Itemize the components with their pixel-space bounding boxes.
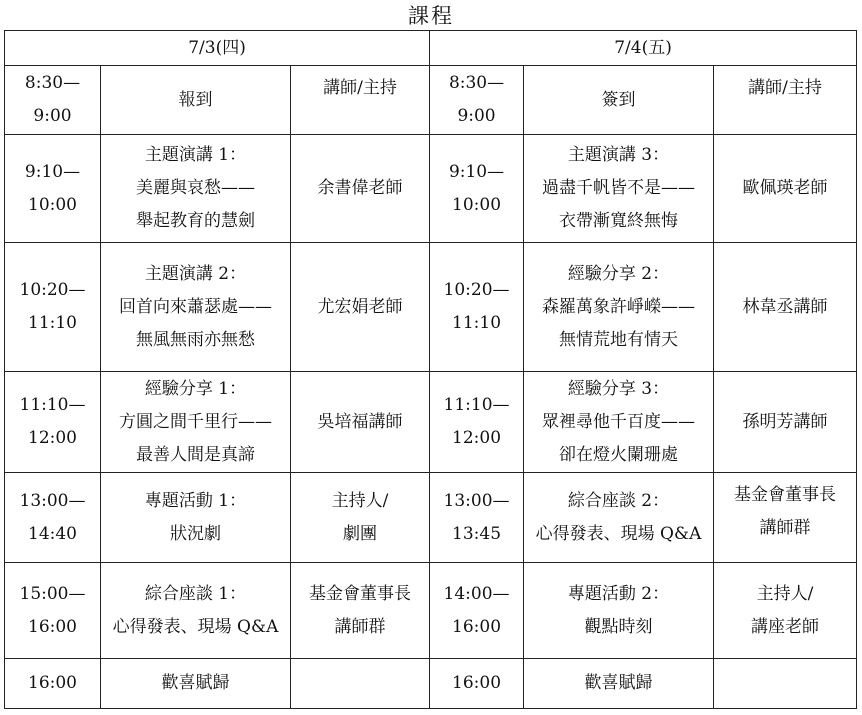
session-cell bbox=[101, 563, 291, 659]
time-cell bbox=[5, 135, 101, 243]
time-cell bbox=[430, 473, 524, 563]
schedule-table bbox=[4, 30, 857, 709]
schedule-row bbox=[5, 473, 857, 563]
speaker-cell bbox=[714, 135, 857, 243]
session-cell bbox=[524, 563, 714, 659]
time-cell-line: 11:10— bbox=[443, 395, 510, 415]
session-cell-line: 經驗分享 1： bbox=[144, 378, 247, 399]
speaker-cell bbox=[714, 473, 857, 563]
schedule-row bbox=[5, 372, 857, 473]
time-cell-line: 14:40 bbox=[28, 523, 77, 544]
time-cell-line: 16:00 bbox=[452, 616, 502, 637]
time-cell bbox=[5, 372, 101, 473]
session-cell-line: 主題演講 3： bbox=[567, 145, 670, 165]
session-cell bbox=[524, 66, 714, 135]
time-cell-line: 16:00 bbox=[452, 673, 502, 693]
time-cell-line: 13:45 bbox=[452, 523, 502, 544]
schedule-row bbox=[5, 659, 857, 709]
session-cell bbox=[101, 473, 291, 563]
speaker-cell-line: 尤宏娟老師 bbox=[317, 296, 403, 317]
session-cell-line: 狀況劇 bbox=[170, 523, 221, 544]
session-cell bbox=[524, 372, 714, 473]
time-cell bbox=[430, 659, 524, 709]
time-cell-line: 9:00 bbox=[457, 106, 496, 126]
speaker-cell bbox=[714, 372, 857, 473]
session-cell-line: 森羅萬象許崢嶸—— bbox=[542, 296, 696, 317]
time-cell-line: 16:00 bbox=[28, 616, 77, 637]
session-cell-line: 心得發表、現場 Q&A bbox=[112, 616, 279, 637]
speaker-cell bbox=[291, 659, 430, 709]
speaker-cell-line: 孫明芳講師 bbox=[742, 411, 828, 432]
speaker-cell-line: 劇團 bbox=[343, 523, 378, 544]
time-cell-line: 16:00 bbox=[28, 673, 77, 693]
session-cell-line: 回首向來蕭瑟處—— bbox=[119, 296, 272, 317]
time-cell bbox=[5, 563, 101, 659]
session-cell-line: 歡喜賦歸 bbox=[161, 673, 230, 693]
session-cell-line: 綜合座談 2： bbox=[567, 490, 670, 511]
speaker-cell-line: 講師/主持 bbox=[748, 78, 822, 98]
speaker-cell bbox=[291, 66, 430, 135]
time-cell bbox=[5, 473, 101, 563]
speaker-cell bbox=[291, 135, 430, 243]
session-cell-line: 方圓之間千里行—— bbox=[119, 411, 272, 432]
session-cell-line: 報到 bbox=[178, 89, 213, 110]
speaker-cell-line: 基金會董事長 bbox=[734, 485, 837, 505]
speaker-cell-line: 講師群 bbox=[334, 616, 386, 637]
speaker-cell bbox=[291, 473, 430, 563]
schedule-row bbox=[5, 135, 857, 243]
time-cell-line: 10:20— bbox=[19, 280, 86, 300]
session-cell-line: 最善人間是真諦 bbox=[136, 444, 255, 465]
speaker-cell-line: 講師群 bbox=[759, 518, 811, 538]
session-cell-line: 舉起教育的慧劍 bbox=[136, 211, 255, 231]
speaker-cell-line: 基金會董事長 bbox=[309, 583, 412, 604]
time-cell-line: 8:30— bbox=[24, 73, 81, 93]
session-cell-line: 綜合座談 1： bbox=[144, 583, 247, 604]
speaker-cell-line: 余書偉老師 bbox=[317, 178, 403, 198]
session-cell-line: 經驗分享 3： bbox=[567, 378, 670, 399]
day-1-date: 7/3(四) bbox=[5, 31, 430, 66]
session-cell-line: 主題演講 1： bbox=[144, 145, 247, 165]
speaker-cell-line: 主持人/ bbox=[756, 583, 814, 604]
time-cell-line: 15:00— bbox=[19, 583, 86, 604]
schedule-row bbox=[5, 66, 857, 135]
session-cell bbox=[101, 66, 291, 135]
time-cell-line: 11:10— bbox=[19, 395, 86, 415]
schedule-row bbox=[5, 563, 857, 659]
session-cell-line: 卻在燈火闌珊處 bbox=[559, 444, 679, 465]
time-cell-line: 9:10— bbox=[448, 161, 505, 182]
speaker-cell bbox=[714, 659, 857, 709]
session-cell-line: 主題演講 2： bbox=[144, 263, 247, 284]
session-cell bbox=[101, 372, 291, 473]
speaker-cell-line: 講座老師 bbox=[751, 616, 820, 637]
time-cell-line: 9:00 bbox=[33, 106, 72, 126]
session-cell-line: 衣帶漸寬終無悔 bbox=[559, 211, 679, 231]
speaker-cell-line: 林韋丞講師 bbox=[742, 296, 828, 317]
time-cell-line: 13:00— bbox=[19, 490, 86, 511]
date-header-row bbox=[5, 31, 857, 66]
session-cell-line: 眾裡尋他千百度—— bbox=[542, 411, 696, 432]
session-cell-line: 專題活動 1： bbox=[144, 490, 247, 511]
time-cell-line: 13:00— bbox=[443, 490, 510, 511]
time-cell bbox=[5, 66, 101, 135]
session-cell-line: 專題活動 2： bbox=[567, 583, 670, 604]
time-cell-line: 9:10— bbox=[24, 161, 81, 182]
session-cell bbox=[101, 659, 291, 709]
time-cell bbox=[5, 243, 101, 372]
session-cell-line: 觀點時刻 bbox=[584, 616, 653, 637]
session-cell-line: 歡喜賦歸 bbox=[584, 673, 653, 693]
speaker-cell-line: 講師/主持 bbox=[323, 78, 397, 98]
session-cell bbox=[101, 243, 291, 372]
session-cell-line: 心得發表、現場 Q&A bbox=[535, 523, 702, 544]
time-cell bbox=[430, 372, 524, 473]
session-cell bbox=[524, 473, 714, 563]
time-cell bbox=[430, 243, 524, 372]
speaker-cell bbox=[714, 243, 857, 372]
time-cell-line: 8:30— bbox=[448, 73, 505, 93]
speaker-cell-line: 吳培福講師 bbox=[317, 411, 403, 432]
time-cell bbox=[430, 563, 524, 659]
session-cell-line: 簽到 bbox=[601, 89, 636, 110]
time-cell-line: 10:00 bbox=[452, 194, 502, 215]
schedule-row bbox=[5, 243, 857, 372]
time-cell-line: 14:00— bbox=[443, 583, 510, 604]
session-cell bbox=[101, 135, 291, 243]
session-cell-line: 過盡千帆皆不是—— bbox=[542, 178, 696, 198]
speaker-cell bbox=[291, 563, 430, 659]
time-cell-line: 12:00 bbox=[28, 428, 77, 448]
time-cell bbox=[430, 135, 524, 243]
session-cell-line: 無風無雨亦無愁 bbox=[136, 329, 255, 350]
session-cell bbox=[524, 659, 714, 709]
time-cell-line: 11:10 bbox=[452, 313, 502, 333]
speaker-cell bbox=[291, 372, 430, 473]
time-cell bbox=[5, 659, 101, 709]
time-cell-line: 12:00 bbox=[452, 428, 502, 448]
time-cell-line: 11:10 bbox=[28, 313, 77, 333]
time-cell bbox=[430, 66, 524, 135]
session-cell bbox=[524, 135, 714, 243]
page-title: 課程 bbox=[408, 4, 454, 28]
speaker-cell bbox=[714, 66, 857, 135]
speaker-cell bbox=[714, 563, 857, 659]
session-cell-line: 經驗分享 2： bbox=[567, 263, 670, 284]
speaker-cell bbox=[291, 243, 430, 372]
session-cell bbox=[524, 243, 714, 372]
session-cell-line: 美麗與哀愁—— bbox=[136, 178, 255, 198]
session-cell-line: 無情荒地有情天 bbox=[559, 329, 679, 350]
time-cell-line: 10:00 bbox=[28, 194, 77, 215]
speaker-cell-line: 歐佩瑛老師 bbox=[742, 178, 828, 198]
day-2-date: 7/4(五) bbox=[430, 31, 857, 66]
time-cell-line: 10:20— bbox=[443, 280, 510, 300]
speaker-cell-line: 主持人/ bbox=[331, 490, 389, 511]
